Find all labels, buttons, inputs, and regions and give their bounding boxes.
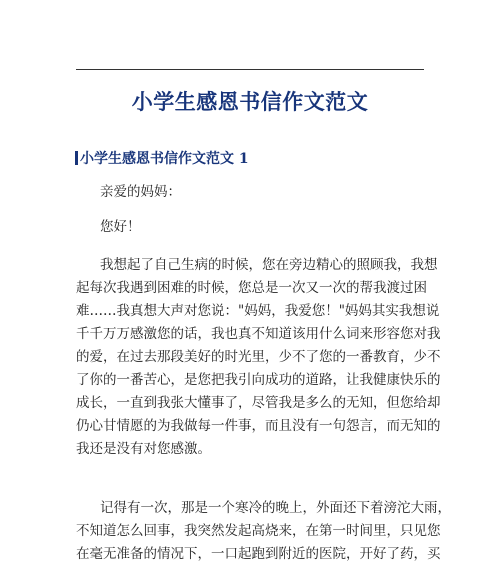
header-rule [76, 69, 424, 70]
paragraph-line: 我想起了自己生病的时候，您在旁边精心的照顾我，我想 [100, 257, 438, 273]
paragraph-line: 成长，一直到我张大懂事了，尽管我是多么的无知，但您给却 [76, 395, 441, 411]
section-heading-text: 小学生感恩书信作文范文 1 [80, 151, 249, 167]
salutation: 亲爱的妈妈： [100, 184, 181, 200]
heading-marker [75, 151, 78, 165]
paragraph-line: 的爱，在过去那段美好的时光里，少不了您的一番教育，少不 [76, 349, 441, 365]
paragraph-line: 记得有一次，那是一个寒冷的晚上，外面还下着滂沱大雨， [100, 500, 451, 516]
paragraph-2 [76, 497, 451, 566]
paragraph-line: 仍心甘情愿的为我做每一件事，而且没有一句怨言，而无知的 [76, 418, 441, 434]
section-heading [75, 148, 249, 168]
paragraph-line: 起每次我遇到困难的时候，您总是一次又一次的帮我渡过困 [76, 280, 427, 296]
paragraph-line: 我还是没有对您感激。 [76, 441, 211, 457]
paragraph-line: 了你的一番苦心，是您把我引向成功的道路，让我健康快乐的 [76, 372, 441, 388]
paragraph-line: 不知道怎么回事，我突然发起高烧来，在第一时间里，只见您 [76, 523, 441, 539]
paragraph-1 [76, 254, 441, 461]
greeting: 您好！ [100, 219, 141, 235]
document-title: 小学生感恩书信作文范文 [131, 89, 369, 114]
paragraph-line: 在毫无准备的情况下，一口起跑到附近的医院，开好了药，买 [76, 546, 441, 562]
paragraph-line: 千千万万感激您的话，我也真不知道该用什么词来形容您对我 [76, 326, 441, 342]
paragraph-line: 难……我真想大声对您说："妈妈，我爱您！"妈妈其实我想说 [76, 303, 440, 319]
